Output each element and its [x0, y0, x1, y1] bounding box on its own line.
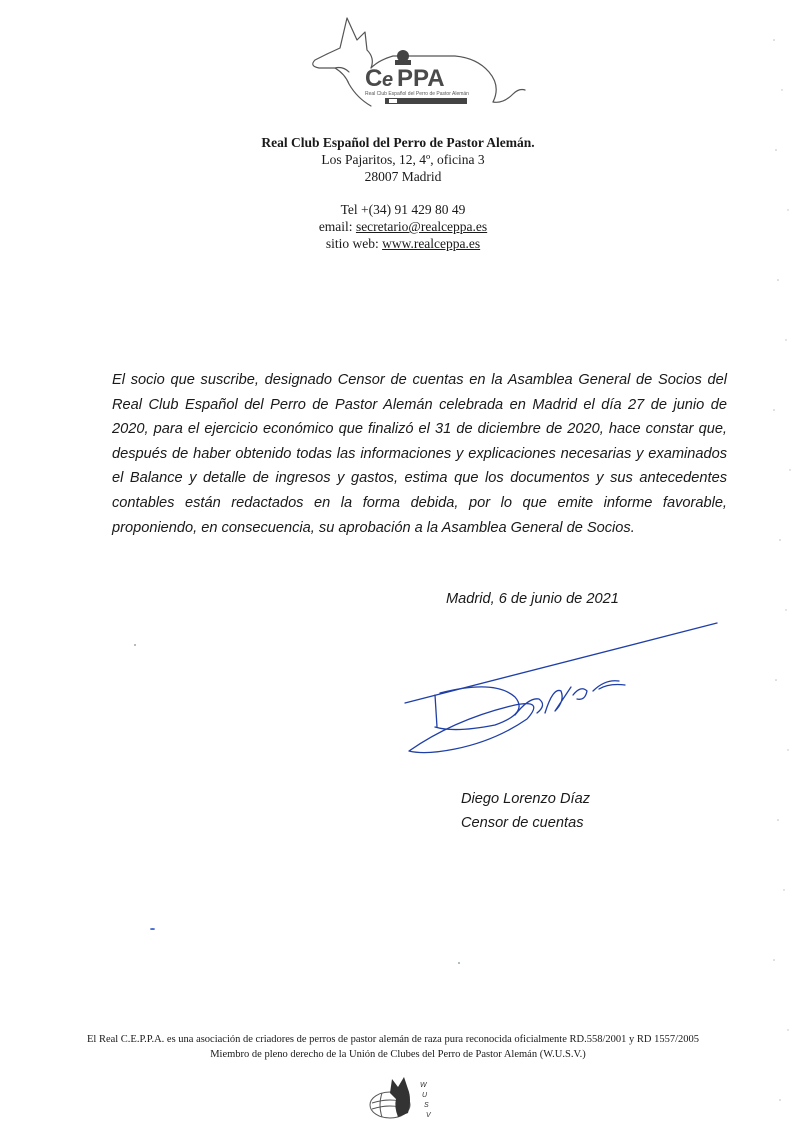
web-line — [5, 235, 796, 252]
svg-text:Real Club Español del Perro de: Real Club Español del Perro de Pastor Alemán — [365, 91, 469, 97]
footer-line-2: Miembro de pleno derecho de la Unión de Clubes del Perro de Pastor Alemán (W.U.S.V.) — [210, 1049, 586, 1060]
wusv-letter: U — [422, 1092, 428, 1099]
wusv-letter: V — [426, 1112, 431, 1119]
wusv-letter: W — [420, 1082, 427, 1089]
org-name: Real Club Español del Perro de Pastor Alemán. — [261, 135, 535, 150]
wusv-logo — [368, 1073, 440, 1123]
email-label: email: — [318, 219, 353, 234]
web-link[interactable]: www.realceppa.es — [382, 236, 481, 251]
signer-block — [461, 787, 590, 835]
svg-text:e: e — [382, 69, 394, 91]
letter-body — [112, 368, 727, 540]
email-link[interactable]: secretario@realceppa.es — [355, 219, 488, 234]
svg-text:PPA: PPA — [397, 65, 445, 92]
letterhead — [0, 134, 796, 252]
svg-text:C: C — [365, 65, 383, 92]
scan-speck — [458, 962, 460, 964]
address-line-2: 28007 Madrid — [364, 169, 442, 184]
phone: Tel +(34) 91 429 80 49 — [340, 202, 466, 217]
wusv-letter: S — [424, 1102, 429, 1109]
body-paragraph: El socio que suscribe, designado Censor de cuentas en la Asamblea General de Socios del Real Club Español del Perro de Pastor Alemán celebrada en Madrid el día 27 de junio de 2020, para el ejercicio económico que finalizó el 31 de diciembre de 2020, hace constar que, después de haber obtenido todas las informaciones y explicaciones necesarias y examinados el Balance y detalle de ingresos y gastos, estima que los documentos y sus antecedentes contables están redactados en la forma debida, por lo que emite informe favorable, proponiendo, en consecuencia, su aprobación a la Asamblea General de Socios. — [112, 372, 727, 536]
signer-name: Diego Lorenzo Díaz — [461, 791, 590, 807]
signer-role: Censor de cuentas — [461, 815, 584, 831]
footer — [0, 1032, 796, 1062]
web-label: sitio web: — [325, 236, 379, 251]
address-line-1: Los Pajaritos, 12, 4º, oficina 3 — [321, 152, 485, 167]
signature — [395, 615, 725, 765]
scan-speck — [134, 644, 136, 646]
date-line: Madrid, 6 de junio de 2021 — [446, 591, 619, 607]
scan-edge-noise — [768, 0, 796, 1145]
scan-speck — [150, 928, 155, 930]
footer-line-1: El Real C.E.P.P.A. es una asociación de criadores de perros de pastor alemán de raza pura reconocida oficialmente RD.558/2001 y RD 1557/2005 — [86, 1034, 700, 1045]
email-line — [5, 218, 796, 235]
ceppa-logo — [305, 10, 535, 125]
